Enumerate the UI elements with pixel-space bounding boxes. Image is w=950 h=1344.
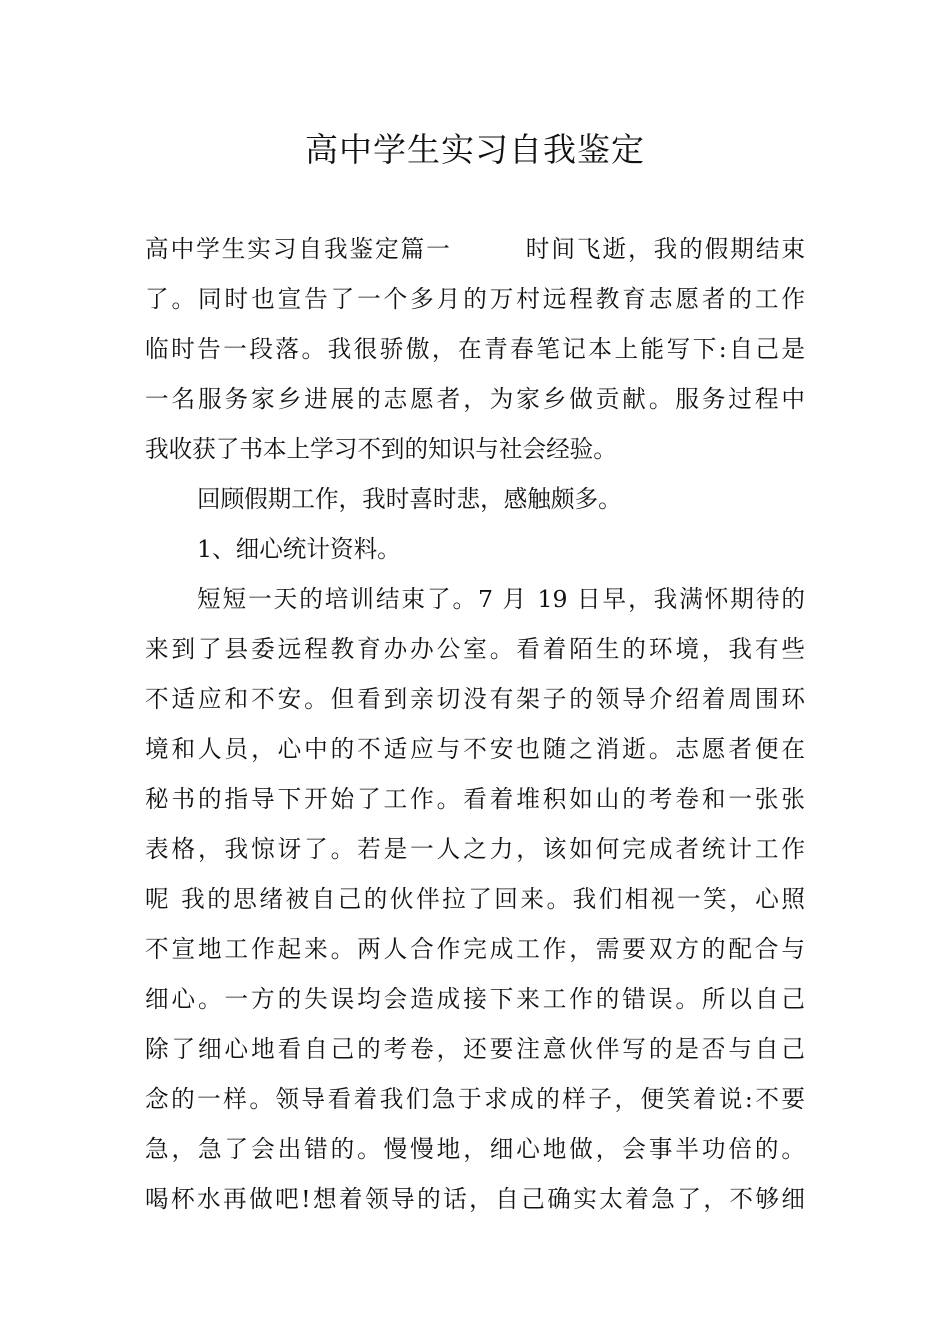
paragraph-line: 一名服务家乡进展的志愿者，为家乡做贡献。服务过程中: [145, 385, 805, 413]
paragraph-line: 细心。一方的失误均会造成接下来工作的错误。所以自己: [145, 985, 805, 1013]
paragraph-line: 除了细心地看自己的考卷，还要注意伙伴写的是否与自己: [145, 1035, 805, 1063]
section-heading: 高中学生实习自我鉴定篇一: [145, 235, 452, 263]
paragraph-line: 不宣地工作起来。两人合作完成工作，需要双方的配合与: [145, 935, 805, 963]
paragraph-line: 不适应和不安。但看到亲切没有架子的领导介绍着周围环: [145, 685, 805, 713]
paragraph-line: 了。同时也宣告了一个多月的万村远程教育志愿者的工作: [145, 285, 805, 313]
paragraph-line: 境和人员，心中的不适应与不安也随之消逝。志愿者便在: [145, 735, 805, 763]
list-item-heading: 1、细心统计资料。: [197, 535, 401, 563]
paragraph-line: 回顾假期工作，我时喜时悲，感触颇多。: [197, 485, 622, 513]
paragraph-line: 急，急了会出错的。慢慢地，细心地做，会事半功倍的。: [145, 1135, 805, 1163]
paragraph-line: 喝杯水再做吧!想着领导的话，自己确实太着急了，不够细: [145, 1185, 805, 1213]
paragraph-line: 临时告一段落。我很骄傲，在青春笔记本上能写下:自己是: [145, 335, 805, 363]
document-title: 高中学生实习自我鉴定: [305, 130, 645, 169]
paragraph-text: 时间飞逝，我的假期结束: [523, 235, 805, 263]
paragraph-line: 我收获了书本上学习不到的知识与社会经验。: [145, 435, 617, 463]
paragraph-line: 短短一天的培训结束了。7 月 19 日早，我满怀期待的: [197, 585, 805, 613]
paragraph-line: 呢 我的思绪被自己的伙伴拉了回来。我们相视一笑，心照: [145, 885, 805, 913]
paragraph-line: 来到了县委远程教育办办公室。看着陌生的环境，我有些: [145, 635, 805, 663]
paragraph-line: [145, 224, 805, 274]
paragraph-line: 秘书的指导下开始了工作。看着堆积如山的考卷和一张张: [145, 785, 805, 813]
paragraph-line: 表格，我惊讶了。若是一人之力，该如何完成者统计工作: [145, 835, 805, 863]
paragraph-line: 念的一样。领导看着我们急于求成的样子，便笑着说:不要: [145, 1085, 805, 1113]
